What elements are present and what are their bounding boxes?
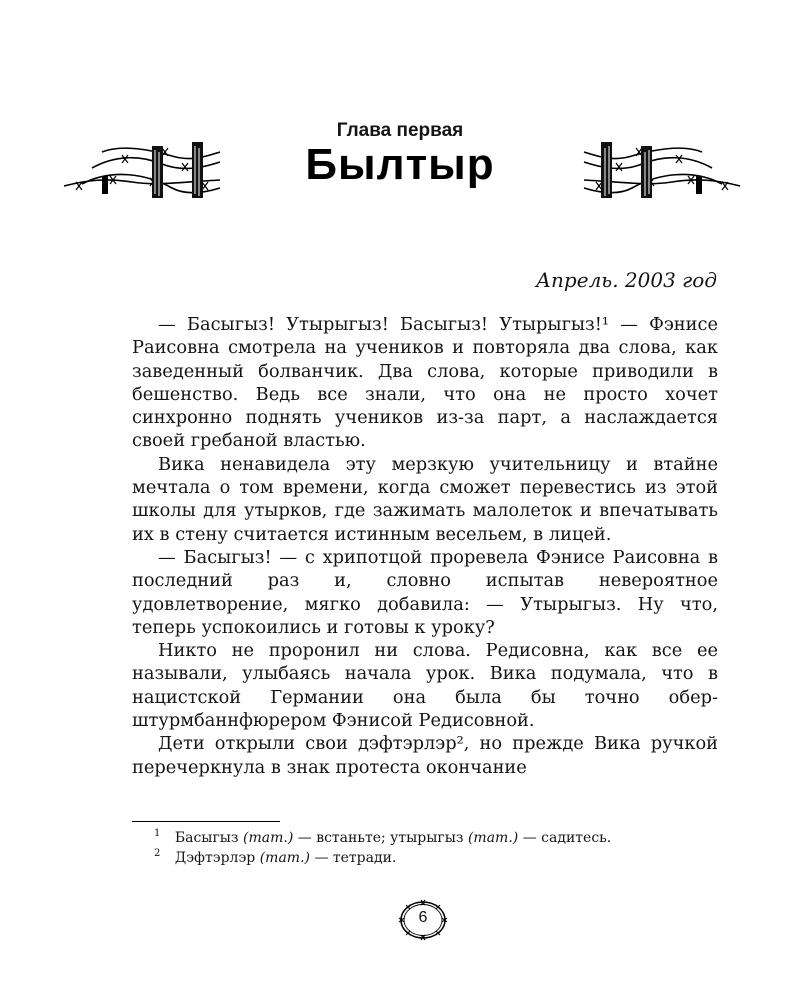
page-number-badge xyxy=(397,897,449,943)
chapter-label: Глава первая xyxy=(336,120,464,141)
footnote-divider xyxy=(132,821,280,822)
chapter-title: Былтыр xyxy=(305,140,495,189)
footnote-item xyxy=(132,848,718,868)
footnote-definition: — тетради. xyxy=(314,850,397,866)
footnotes xyxy=(132,828,718,868)
footnote-number: 2 xyxy=(154,848,161,860)
footnote-term: Басыгыз xyxy=(174,830,239,846)
paragraph: Дети открыли свои дэфтэрлэр², но прежде Вика ручкой перечеркнула в знак протеста окончание xyxy=(132,733,718,778)
barbed-wire-right-icon xyxy=(582,138,742,200)
paragraph: — Басыгыз! — с хрипотцой проревела Фэнисе Раисовна в последний раз и, словно испытав невероятное удовлетворение, мягко добавила: — Утырыгыз. Ну что, теперь успокоились и готовы к уроку? xyxy=(132,546,718,638)
footnote-language: (тат.) xyxy=(467,830,519,846)
footnote-definition: — встаньте; утырыгыз xyxy=(297,830,464,846)
footnote-language: (тат.) xyxy=(259,850,310,866)
barbed-wire-left-icon xyxy=(62,138,222,200)
footnote-language: (тат.) xyxy=(243,830,294,846)
paragraph: Вика ненавидела эту мерзкую учительницу и втайне мечтала о том времени, когда сможет перевестись из этой школы для утырков, где зажимать малолеток и впечатывать их в стену считается истинным весельем, в лицей. xyxy=(132,453,718,545)
paragraph: — Басыгыз! Утырыгыз! Басыгыз! Утырыгыз!¹ — Фэнисе Раисовна смотрела на учеников и повторяла два слова, как заведенный болванчик. Два слова, которые приводили в бешенство. Ведь все знали, что она не просто хочет синхронно поднять учеников из-за парт, а наслаждается своей гребаной властью. xyxy=(132,314,718,452)
footnote-item xyxy=(132,828,718,848)
paragraph: Никто не проронил ни слова. Редисовна, как все ее называли, улыбаясь начала урок. Вика подумала, что в нацистской Германии она была бы точно оберштурмбаннфюрером Фэнисой Редисовной. xyxy=(132,640,718,732)
body-text xyxy=(132,313,718,779)
footnote-term: Дэфтэрлэр xyxy=(174,850,256,866)
footnote-definition: — садитесь. xyxy=(522,830,612,846)
page-number: 6 xyxy=(418,909,428,926)
footnote-number: 1 xyxy=(154,828,161,840)
dateline: Апрель. 2003 год xyxy=(535,268,717,292)
